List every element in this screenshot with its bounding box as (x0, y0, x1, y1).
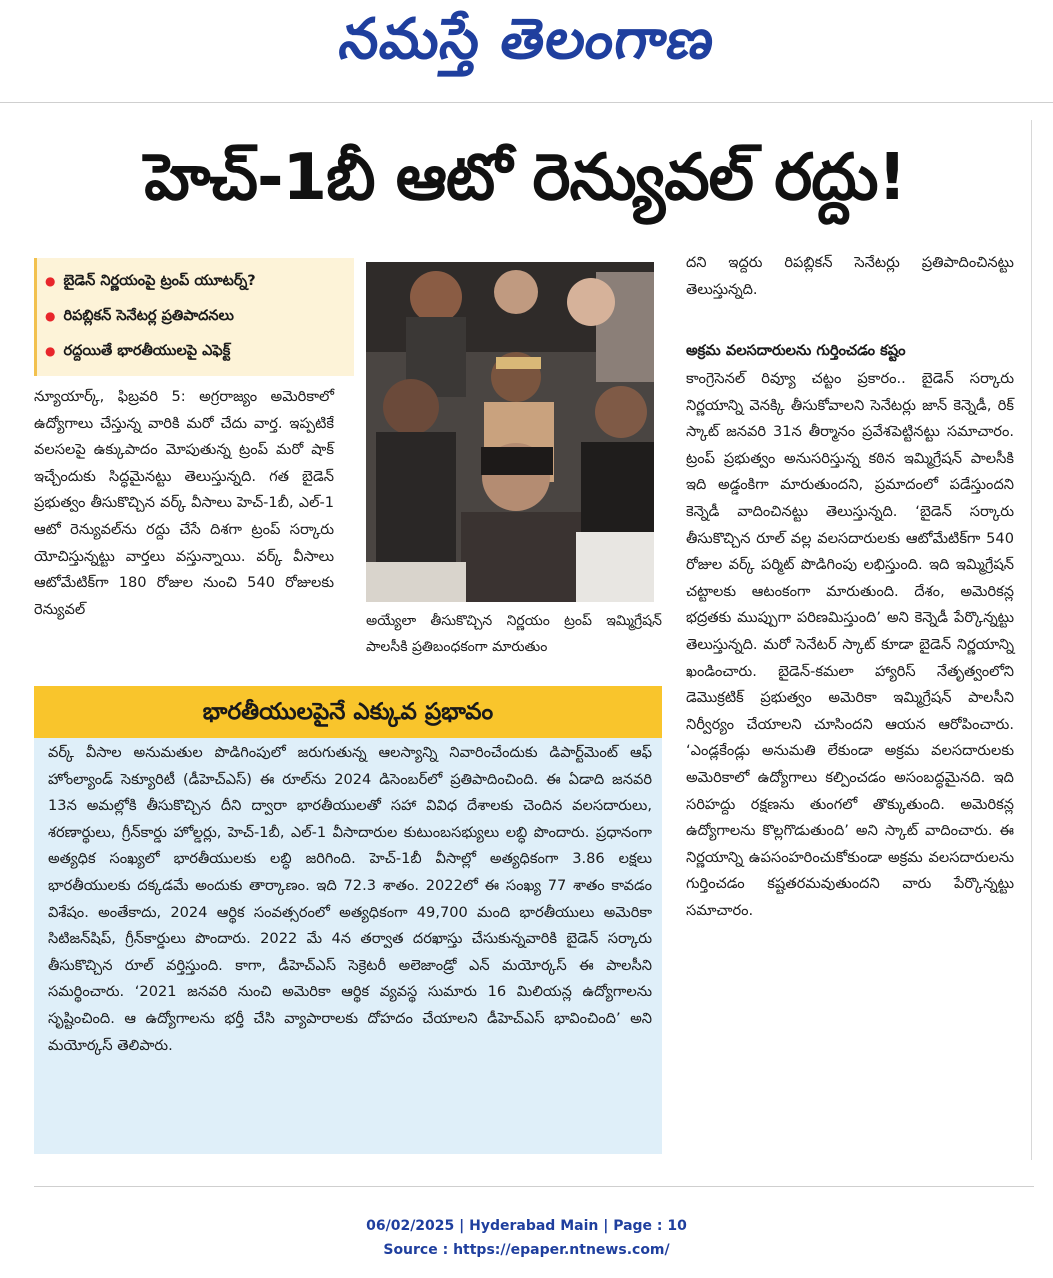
article-column-3: కాంగ్రెసెనల్‌ రివ్యూ చట్టం ప్రకారం.. బైడెన్‌ సర్కారు నిర్ణయాన్ని వెనక్కి తీసుకోవాలని సెనేటర్లు జాన్‌ కెన్నెడీ, రిక్‌ స్కాట్‌ జనవరి 31న తీర్మానం ప్రవేశపెట్టినట్టు సమాచారం. ట్రంప్‌ ప్రభుత్వం అనుసరిస్తున్న కఠిన ఇమ్మిగ్రేషన్‌ పాలసీకి ఇది అడ్డంకిగా మారుతుందని, ప్రమాదంలో పడేస్తుందని కెన్నెడీ వాదించినట్టు తెలుస్తున్నది. ‘బైడెన్‌ సర్కారు తీసుకొచ్చిన రూల్‌ వల్ల వలసదారులకు ఆటోమేటిక్‌గా 540 రోజుల వర్క్‌ పర్మిట్‌ పొడిగింపు లభిస్తుంది. ఇది ఇమ్మిగ్రేషన్‌ చట్టాలకు ఆటంకంగా మారుతుంది. దేశం, అమెరికన్ల భద్రతకు ముప్పుగా పరిణమిస్తుంది’ అని కెన్నెడీ పేర్కొన్నట్టు తెలుస్తున్నది. మరో సెనేటర్‌ స్కాట్‌ కూడా బైడెన్‌ నిర్ణయాన్ని ఖండించారు. బైడెన్‌-కమలా హ్యారిస్‌ నేతృత్వంలోని డెమొక్రటిక్‌ ప్రభుత్వం అమెరికా ఇమ్మిగ్రేషన్‌ పాలసీని నిర్వీర్యం చేయాలని చూసిందని ఆయన ఆరోపించారు. ‘ఎండ్లకేండ్లు అనుమతి లేకుండా అక్రమ వలసదారులకు అమెరికాలో ఉద్యోగాలు కల్పించడం అసంబద్ధమైనది. ఇది సరిహద్దు రక్షణను తుంగలో తొక్కుతుంది. అమెరికన్ల ఉద్యోగాలను కొల్లగొడుతుంది’ అని స్కాట్‌ వాదించారు. ఈ నిర్ణయాన్ని ఉపసంహరించుకోకుండా అక్రమ వలసదారులను గుర్తించడం కష్టతరమవుతుందని వారు పేర్కొన్నట్టు సమాచారం. (686, 370, 1014, 919)
section-subheading: అక్రమ వలసదారులను గుర్తించడం కష్టం (686, 342, 906, 359)
highlight-text: బైడెన్‌ నిర్ణయంపై ట్రంప్‌ యూటర్న్‌? (63, 273, 256, 289)
bullet-dot-icon: ● (45, 274, 56, 288)
column-divider (1031, 120, 1032, 1160)
sidebar-box-text: వర్క్‌ వీసాల అనుమతుల పొడిగింపులో జరుగుతున్న ఆలస్యాన్ని నివారించేందుకు డిపార్ట్‌మెంట్‌ ఆఫ్‌ హోంల్యాండ్‌ సెక్యూరిటీ (డీహెచ్‌ఎస్‌) ఈ రూల్‌ను 2024 డిసెంబర్‌లో ప్రతిపాదించింది. ఈ ఏడాది జనవరి 13న అమల్లోకి తీసుకొచ్చిన దీని ద్వారా భారతీయులతో సహా వివిధ దేశాలకు చెందిన వలసదారులు, శరణార్థులు, గ్రీన్‌కార్డు హోల్డర్లు, హెచ్‌-1బీ, ఎల్‌-1 వీసాదారుల కుటుంబసభ్యులు లబ్ధి పొందారు. ప్రధానంగా అత్యధిక సంఖ్యలో భారతీయులకు లబ్ధి జరిగింది. హెచ్‌-1బీ వీసాల్లో అత్యధికంగా 3.86 లక్షలు భారతీయులకు దక్కడమే అందుకు తార్కాణం. ఇది 72.3 శాతం. 2022లో ఈ సంఖ్య 77 శాతం కావడం విశేషం. అంతేకాదు, 2024 ఆర్థిక సంవత్సరంలో అత్యధికంగా 49,700 మంది భారతీయులు అమెరికా సిటిజన్‌షిప్‌, గ్రీన్‌కార్డులు పొందారు. 2022 మే 4న తర్వాత దరఖాస్తు చేసుకున్నవారికి బైడెన్‌ సర్కారు తీసుకొచ్చిన రూల్‌ వర్తిస్తుంది. కాగా, డీహెచ్‌ఎస్‌ సెక్రెటరీ అలెజాండ్రో ఎన్‌ మయోర్కస్‌ ఈ పాలసీని సమర్థించారు. ‘2021 జనవరి నుంచి అమెరికా ఆర్థిక వ్యవస్థ సుమారు 16 మిలియన్ల ఉద్యోగాలను సృష్టించింది. ఆ ఉద్యోగాలను భర్తీ చేసి వ్యాపారాలకు దోహదం చేయాలని డీహెచ్‌ఎస్‌ భావించింది’ అని మయోర్కస్‌ తెలిపారు. (48, 744, 652, 1054)
highlight-text: రద్దయితే భారతీయులపై ఎఫెక్ట్‌ (63, 343, 231, 359)
bottom-divider (34, 1186, 1034, 1187)
news-photo (366, 262, 654, 602)
masthead (0, 0, 1053, 100)
newspaper-logo: నమస్తే తెలంగాణ (335, 6, 720, 72)
bullet-dot-icon: ● (45, 344, 56, 358)
photo-caption: అయ్యేలా తీసుకొచ్చిన నిర్ణయం ట్రంప్‌ ఇమ్మిగ్రేషన్‌ పాలసీకి ప్రతిబంధకంగా మారుతుం (366, 613, 662, 655)
page-headline: హెచ్‌-1బీ ఆటో రెన్యువల్‌ రద్దు! (144, 141, 906, 215)
bullet-dot-icon: ● (45, 309, 56, 323)
sidebar-box (34, 738, 662, 1154)
sidebar-box-heading: భారతీయులపైనే ఎక్కువ ప్రభావం (34, 686, 662, 738)
highlight-item (45, 264, 346, 299)
highlight-item (45, 334, 346, 369)
footer-date-line: 06/02/2025 | Hyderabad Main | Page : 10 (366, 1218, 687, 1234)
page-footer (0, 1214, 1053, 1262)
highlights-box (34, 258, 354, 376)
article-column-1: న్యూయార్క్‌, ఫిబ్రవరి 5: అగ్రరాజ్యం అమెరికాలో ఉద్యోగాలు చేస్తున్న వారికి మరో చేదు వార్త. ఇప్పటికే వలసలపై ఉక్కుపాదం మోపుతున్న ట్రంప్‌ మరో షాక్‌ ఇచ్చేందుకు సిద్ధమైనట్టు తెలుస్తున్నది. గత బైడెన్‌ ప్రభుత్వం తీసుకొచ్చిన వర్క్‌ వీసాలు హెచ్‌-1బీ, ఎల్‌-1 ఆటో రెన్యువల్‌ను రద్దు చేసే దిశగా ట్రంప్‌ సర్కారు యోచిస్తున్నట్టు వార్తలు వస్తున్నాయి. వర్క్‌ వీసాలు ఆటోమేటిక్‌గా 180 రోజుల నుంచి 540 రోజులకు రెన్యువల్‌ (34, 388, 334, 618)
footer-source-line: Source : https://epaper.ntnews.com/ (383, 1242, 670, 1258)
highlight-item (45, 299, 346, 334)
article-column-3-top: దని ఇద్దరు రిపబ్లికన్‌ సెనేటర్లు ప్రతిపాదించినట్టు తెలుస్తున్నది. (686, 254, 1014, 298)
highlight-text: రిపబ్లికన్‌ సెనేటర్ల ప్రతిపాదనలు (63, 308, 234, 324)
masthead-divider (0, 102, 1053, 103)
